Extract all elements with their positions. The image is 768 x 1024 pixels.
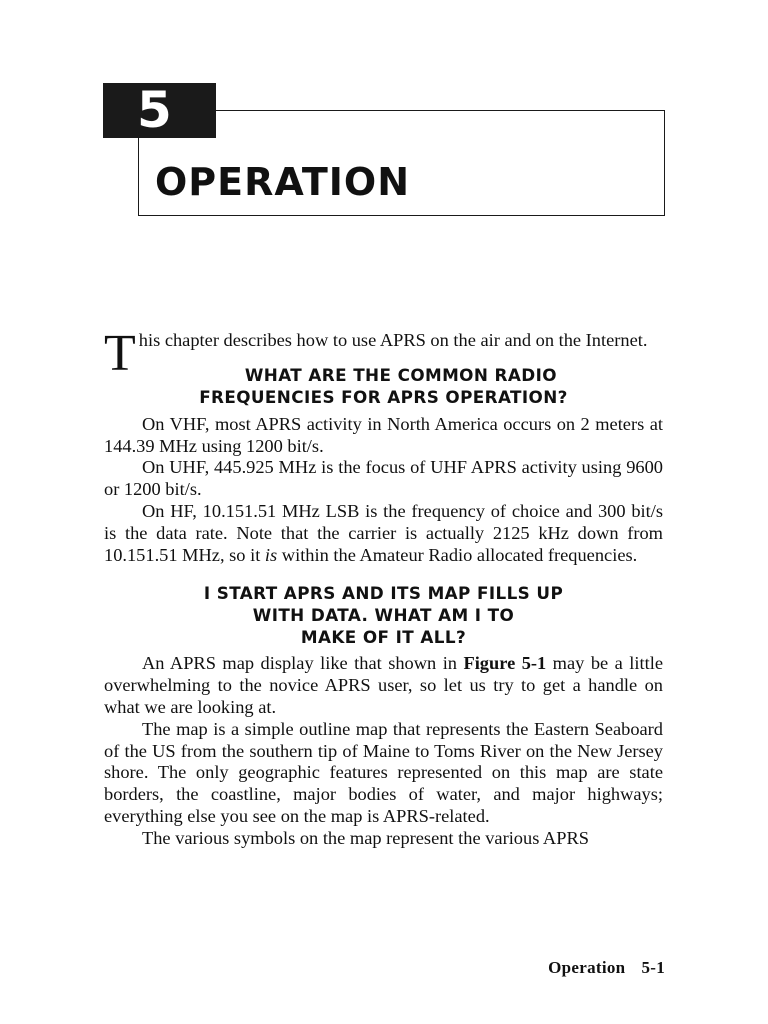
paragraph-hf-text-end: within the Amateur Radio allocated frequencies.	[277, 544, 638, 565]
heading-line: WHAT ARE THE COMMON RADIO	[244, 364, 557, 385]
paragraph-symbols: The various symbols on the map represent the various APRS	[142, 827, 589, 848]
chapter-body	[104, 325, 663, 850]
heading-line: FREQUENCIES FOR APRS OPERATION?	[199, 386, 568, 407]
page-footer	[548, 958, 665, 978]
emphasis-is: is	[264, 544, 278, 565]
section-heading-map	[104, 582, 663, 648]
chapter-number: 5	[137, 81, 172, 139]
drop-cap: T	[104, 325, 136, 382]
heading-line: WITH DATA. WHAT AM I TO	[252, 605, 515, 626]
paragraph-hf-text: On HF, 10.151.51 MHz LSB is the frequency of choice and 300 bit/s is the data rate. Note that the carrier is actually 2125 kHz down from 10.151.51 MHz, so it	[104, 500, 663, 565]
figure-reference: Figure 5-1	[463, 653, 547, 674]
heading-line: I START APRS AND ITS MAP FILLS UP	[203, 583, 564, 604]
paragraph-hf	[104, 501, 663, 566]
footer-label: Operation	[548, 958, 626, 977]
chapter-number-badge	[103, 83, 216, 138]
paragraph-outline-map: The map is a simple outline map that represents the Eastern Seaboard of the US from the southern tip of Maine to Toms River on the New Jersey shore. The only geographic features represented on this map are state borders, the coastline, major bodies of water, and major highways; everything else you see on the map is APRS-related.	[104, 718, 663, 826]
page-number: 5-1	[641, 958, 665, 977]
heading-line: MAKE OF IT ALL?	[300, 627, 467, 648]
paragraph-map-display-text: An APRS map display like that shown in	[142, 653, 464, 674]
paragraph-map-display	[104, 653, 663, 718]
intro-text: his chapter describes how to use APRS on the air and on the Internet.	[138, 330, 648, 350]
paragraph-uhf: On UHF, 445.925 MHz is the focus of UHF APRS activity using 9600 or 1200 bit/s.	[104, 457, 663, 500]
paragraph-vhf: On VHF, most APRS activity in North America occurs on 2 meters at 144.39 MHz using 1200 bit/s.	[104, 413, 663, 456]
paragraph-map-display-text-end: may be a little overwhelming to the novice APRS user, so let us try to get a handle on what we are looking at.	[104, 653, 663, 717]
chapter-title: OPERATION	[155, 160, 410, 204]
section-heading-frequencies	[104, 364, 663, 408]
